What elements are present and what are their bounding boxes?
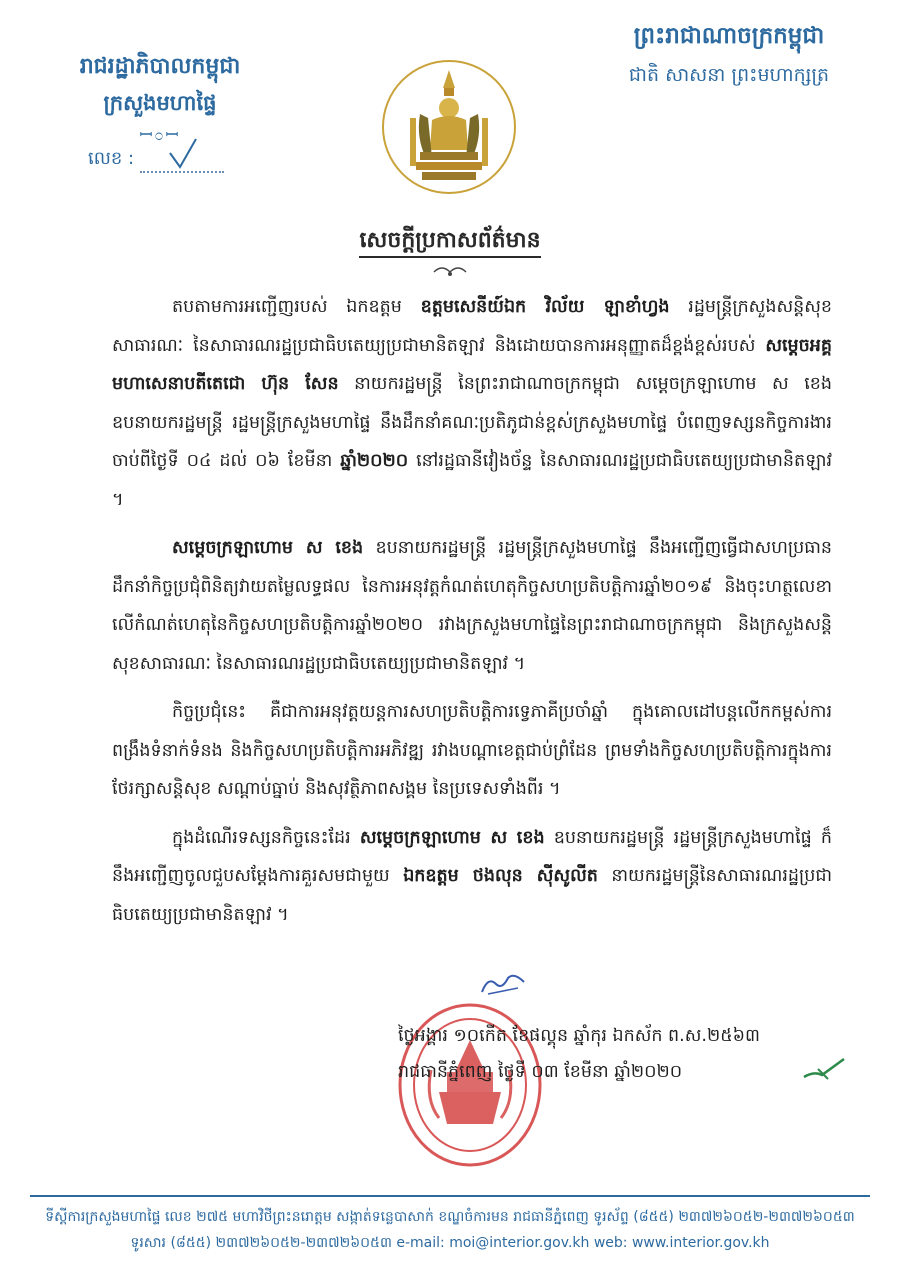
document-title xyxy=(0,226,900,258)
date-block xyxy=(398,1018,848,1090)
body-paragraph xyxy=(112,693,832,809)
national-motto: ជាតិ សាសនា ព្រះមហាក្សត្រ xyxy=(628,64,830,86)
text-run: រដ្ឋមន្ត្រីក្រសួងសន្តិសុខសាធារណៈ នៃសាធារណរដ្ឋប្រជាធិបតេយ្យប្រជាមានិតឡាវ និងដោយបានការអនុញ្ញាតដ៏ខ្ពង់ខ្ពស់របស់ xyxy=(112,297,832,356)
ministry-header xyxy=(40,52,280,145)
lunar-date: ថ្ងៃអង្គារ ១០កើត ខែផល្គុន ឆ្នាំកុរ ឯកស័ក ព.ស.២៥៦៣ xyxy=(398,1026,760,1046)
text-run: នាយករដ្ឋមន្ត្រីនៃសាធារណរដ្ឋប្រជាធិបតេយ្យប្រជាមានិតឡាវ ។ xyxy=(112,866,832,925)
solar-date: រាជធានីភ្នំពេញ ថ្ងៃទី ០៣ ខែមីនា ឆ្នាំ២០២០ xyxy=(398,1062,683,1082)
document-body xyxy=(112,288,832,944)
ministry-name: ក្រសួងមហាផ្ទៃ xyxy=(103,91,217,115)
body-paragraph xyxy=(112,288,832,519)
text-run: ក្នុងដំណើរទស្សនកិច្ចនេះដែរ xyxy=(172,827,360,848)
bold-text-run: ឆ្នាំ២០២០ xyxy=(340,451,409,471)
text-run: ឧបនាយករដ្ឋមន្ត្រី រដ្ឋមន្ត្រីក្រសួងមហាផ្ទៃ ក៏នឹងអញ្ជើញចូលជួបសម្តែងការគួរសមជាមួយ xyxy=(112,827,832,886)
footer-address: ទីស្តីការក្រសួងមហាផ្ទៃ លេខ ២៧៥ មហាវិថីព្រះនរោត្តម សង្កាត់ទន្លេបាសាក់ ខណ្ឌចំការមន រាជធានីភ្នំពេញ ទូរស័ព្ទ (៨៥៥) ២៣៧២៦០៥២-២៣៧២៦០៥៣ xyxy=(45,1209,855,1225)
kingdom-header xyxy=(594,22,864,91)
bold-text-run: ឧត្តមសេនីយ៍ឯក វិល័យ ឡាខាំហ្វង xyxy=(420,297,670,317)
signature-mark xyxy=(478,970,528,998)
title-text: សេចក្តីប្រកាសព័ត៌មាន xyxy=(359,228,540,258)
bold-text-run: សម្តេចក្រឡាហោម ស ខេង xyxy=(172,538,364,558)
footer-fax-email-web: ទូរសារ (៨៥៥) ២៣៧២៦០៥២-២៣៧២៦០៥៣ e-mail: moi@interior.gov.kh web: www.interior.gov.kh xyxy=(130,1235,770,1251)
reference-dots xyxy=(140,153,224,173)
signature-check-mark xyxy=(800,1055,848,1083)
reference-number xyxy=(88,146,224,173)
text-run: កិច្ចប្រជុំនេះ គឺជាការអនុវត្តយន្តការសហប្រតិបត្តិការទ្វេភាគីប្រចាំឆ្នាំ ក្នុងគោលដៅបន្តលើកកម្ពស់ការពង្រឹងទំនាក់ទំនង និងកិច្ចសហប្រតិបត្តិការអភិវឌ្ឍ រវាងបណ្តាខេត្តជាប់ព្រំដែន ព្រមទាំងកិច្ចសហប្រតិបត្តិការក្នុងការថែរក្សាសន្តិសុខ សណ្តាប់ធ្នាប់ និងសុវត្ថិភាពសង្គម នៃប្រទេសទាំងពីរ ។ xyxy=(112,702,832,799)
footer-contact xyxy=(30,1204,870,1256)
body-paragraph xyxy=(112,819,832,935)
royal-emblem-icon xyxy=(380,58,518,196)
bold-text-run: សម្តេចក្រឡាហោម ស ខេង xyxy=(359,827,545,848)
kingdom-name: ព្រះរាជាណាចក្រកម្ពុជា xyxy=(633,23,825,49)
bold-text-run: ឯកឧត្តម ថងលុន ស៊ីសូលីត xyxy=(403,866,598,886)
government-name: រាជរដ្ឋាភិបាលកម្ពុជា xyxy=(79,54,241,79)
ornament-divider: ꟷ೦ꟷ xyxy=(139,125,181,144)
reference-label: លេខ : xyxy=(88,148,135,169)
body-paragraph xyxy=(112,529,832,683)
reference-tick-mark xyxy=(166,137,200,171)
text-run: ឧបនាយករដ្ឋមន្ត្រី រដ្ឋមន្ត្រីក្រសួងមហាផ្ទៃ នឹងអញ្ជើញធ្វើជាសហប្រធានដឹកនាំកិច្ចប្រជុំពិនិត្យវាយតម្លៃលទ្ធផល នៃការអនុវត្តកំណត់ហេតុកិច្ចសហប្រតិបត្តិការឆ្នាំ២០១៩ និងចុះហត្ថលេខាលើកំណត់ហេតុនៃកិច្ចសហប្រតិបត្តិការឆ្នាំ២០២០ រវាងក្រសួងមហាផ្ទៃនៃព្រះរាជាណាចក្រកម្ពុជា និងក្រសួងសន្តិសុខសាធារណៈ នៃសាធារណរដ្ឋប្រជាធិបតេយ្យប្រជាមានិតឡាវ ។ xyxy=(112,538,832,674)
text-run: នាយករដ្ឋមន្ត្រី នៃព្រះរាជាណាចក្រកម្ពុជា សម្តេចក្រឡាហោម ស ខេង ឧបនាយករដ្ឋមន្ត្រី រដ្ឋមន្ត្រីក្រសួងមហាផ្ទៃ នឹងដឹកនាំគណៈប្រតិភូជាន់ខ្ពស់ក្រសួងមហាផ្ទៃ បំពេញទស្សនកិច្ចការងារ ចាប់ពីថ្ងៃទី ០៤ ដល់ ០៦ ខែមីនា xyxy=(112,374,832,471)
text-run: នៅរដ្ឋធានីវៀងច័ន្ទ នៃសាធារណរដ្ឋប្រជាធិបតេយ្យប្រជាមានិតឡាវ ។ xyxy=(112,451,833,510)
bold-text-run: សម្តេចអគ្គមហាសេនាបតីតេជោ ហ៊ុន សែន xyxy=(112,335,832,394)
title-flourish-icon xyxy=(432,262,468,280)
footer-divider xyxy=(30,1195,870,1197)
text-run: តបតាមការអញ្ជើញរបស់ ឯកឧត្តម xyxy=(172,297,421,317)
